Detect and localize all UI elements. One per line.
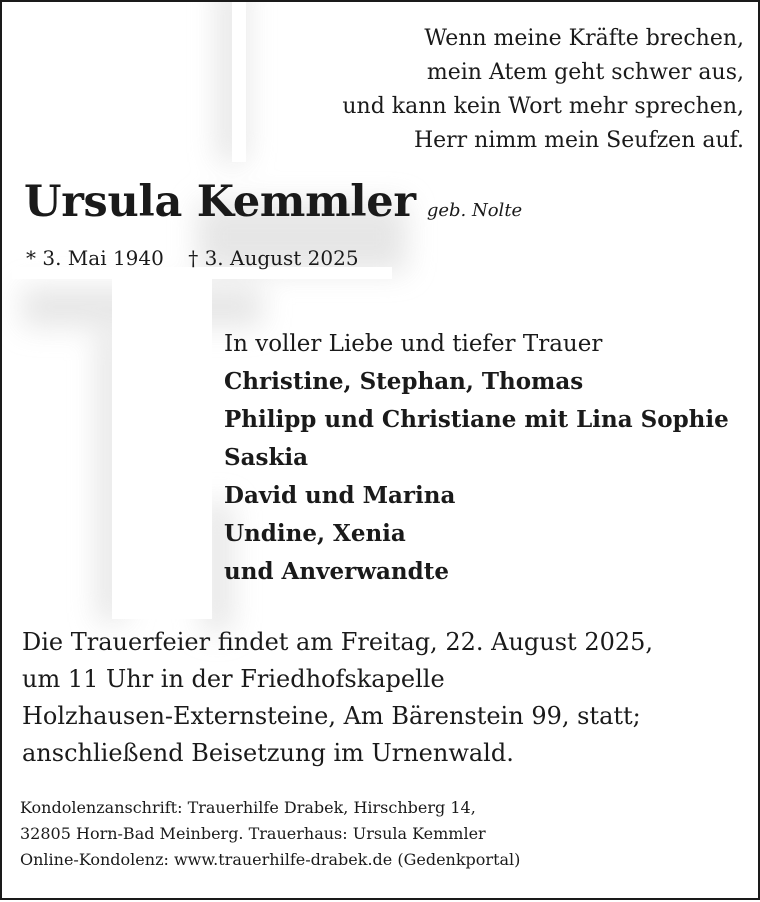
ceremony-line-3: Holzhausen-Externsteine, Am Bärenstein 99, statt; <box>22 702 641 730</box>
condolence-address: Kondolenzanschrift: Trauerhilfe Drabek, Hirschberg 14, <box>20 798 476 817</box>
verse-line-4: Herr nimm mein Seufzen auf. <box>413 128 744 153</box>
verse <box>342 22 744 158</box>
verse-line-2: mein Atem geht schwer aus, <box>426 60 744 85</box>
maiden-name: geb. Nolte <box>426 200 523 221</box>
mourner-line: und Anverwandte <box>224 558 449 585</box>
deceased-name: Ursula Kemmler <box>24 177 416 227</box>
verse-line-1: Wenn meine Kräfte brechen, <box>424 26 744 51</box>
mourner-line: Philipp und Christiane mit Lina Sophie <box>224 406 729 433</box>
ceremony-line-1: Die Trauerfeier findet am Freitag, 22. August 2025, <box>22 628 654 656</box>
mourner-line: Christine, Stephan, Thomas <box>224 368 584 395</box>
condolence-address-2: 32805 Horn-Bad Meinberg. Trauerhaus: Ursula Kemmler <box>20 824 486 843</box>
mourners-intro: In voller Liebe und tiefer Trauer <box>224 331 603 357</box>
ceremony-line-4: anschließend Beisetzung im Urnenwald. <box>22 739 514 767</box>
birth-date: * 3. Mai 1940 <box>26 246 164 270</box>
mourner-line: David und Marina <box>224 482 456 509</box>
mourners <box>224 325 729 591</box>
mourner-line: Saskia <box>224 444 309 471</box>
verse-line-3: und kann kein Wort mehr sprechen, <box>342 94 744 119</box>
online-condolence: Online-Kondolenz: www.trauerhilfe-drabek.de (Gedenkportal) <box>20 850 521 869</box>
ceremony-info <box>22 624 653 772</box>
contact-info <box>20 795 520 873</box>
deceased-name-row <box>24 177 522 227</box>
death-date: † 3. August 2025 <box>188 246 359 270</box>
ceremony-line-2: um 11 Uhr in der Friedhofskapelle <box>22 665 445 693</box>
life-dates <box>26 246 359 270</box>
mourner-line: Undine, Xenia <box>224 520 406 547</box>
